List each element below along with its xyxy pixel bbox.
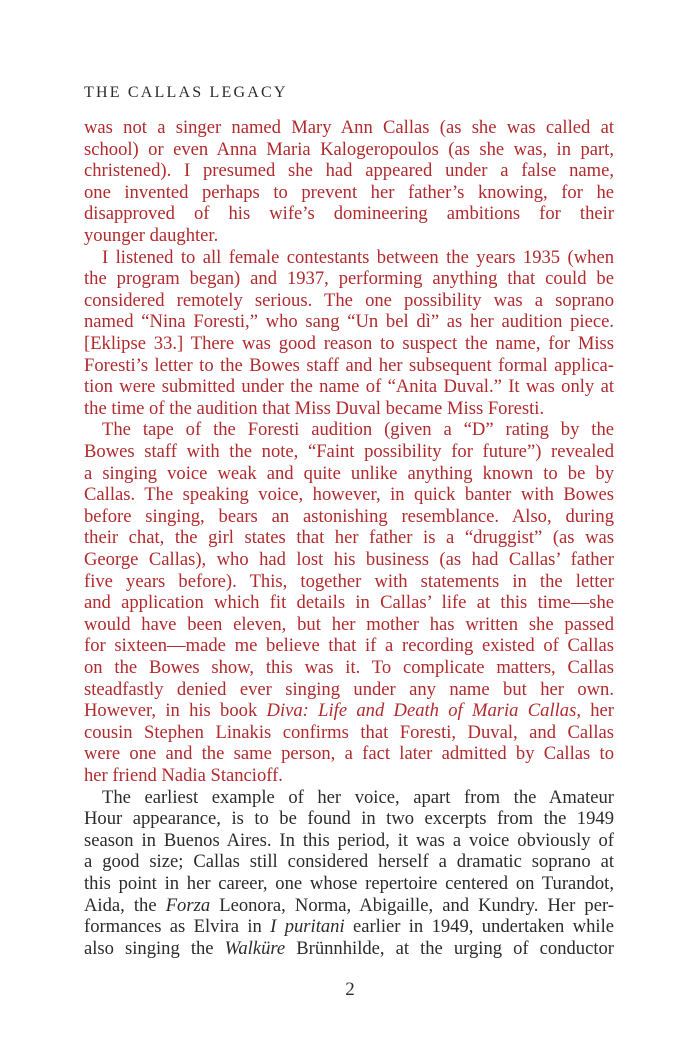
text-run: However, in his book	[84, 700, 267, 722]
text-line: christened). I presumed she had appeared under a false name,	[84, 160, 614, 182]
text-run: Leonora, Norma, Abigaille, and Kundry. Her per-	[210, 894, 614, 916]
text-run: formances as Elvira in	[84, 916, 271, 938]
text-line: for sixteen—made me believe that if a recording existed of Callas	[84, 635, 614, 657]
text-line: on the Bowes show, this was it. To complicate matters, Callas	[84, 657, 614, 678]
text-line: a singing voice weak and quite unlike anything known to be by	[84, 462, 614, 484]
text-line	[84, 916, 614, 938]
text-line: I listened to all female contestants between the years 1935 (when	[102, 246, 614, 268]
text-line: tion were submitted under the name of “Anita Duval.” It was only at	[84, 376, 614, 398]
text-line: the time of the audition that Miss Duval became Miss Foresti.	[84, 397, 545, 419]
opera-title: Walküre	[224, 937, 286, 959]
text-line: George Callas), who had lost his business (as had Callas’ father	[84, 549, 614, 570]
opera-title: I puritani	[270, 916, 345, 938]
text-line	[84, 938, 614, 960]
text-line: five years before). This, together with statements in the letter	[84, 570, 614, 592]
text-run: earlier in 1949, undertaken while	[344, 916, 614, 938]
text-line: her friend Nadia Stancioff.	[84, 765, 283, 786]
text-line: and application which fit details in Callas’ life at this time—she	[84, 592, 614, 614]
text-line	[84, 700, 614, 722]
text-line: disapproved of his wife’s domineering ambitions for their	[84, 203, 614, 225]
text-line: named “Nina Foresti,” who sang “Un bel dì” as her audition piece.	[84, 311, 614, 333]
text-line: school) or even Anna Maria Kalogeropoulos (as she was, in part,	[84, 138, 614, 160]
text-line: Bowes staff with the note, “Faint possibility for future”) revealed	[84, 441, 614, 462]
text-line	[84, 895, 614, 917]
text-line: Hour appearance, is to be found in two excerpts from the 1949	[84, 808, 614, 830]
text-line: cousin Stephen Linakis confirms that Foresti, Duval, and Callas	[84, 721, 614, 743]
running-head: THE CALLAS LEGACY	[84, 84, 288, 101]
text-line: considered remotely serious. The one possibility was a soprano	[84, 289, 614, 311]
text-line: steadfastly denied ever singing under any name but her own.	[84, 678, 614, 700]
text-line: [Eklipse 33.] There was good reason to suspect the name, for Miss	[84, 333, 614, 354]
text-line: this point in her career, one whose repertoire centered on Turandot,	[84, 873, 614, 894]
text-run: also singing the	[84, 937, 225, 959]
text-line: The earliest example of her voice, apart from the Amateur	[102, 786, 614, 808]
text-line: season in Buenos Aires. In this period, it was a voice obviously of	[84, 829, 614, 851]
opera-title: Forza	[165, 894, 211, 916]
text-line: younger daughter.	[84, 225, 219, 246]
text-run: Aida, the	[84, 894, 166, 916]
text-line: Callas. The speaking voice, however, in quick banter with Bowes	[84, 484, 614, 506]
text-run: her	[580, 700, 614, 722]
text-line: the program began) and 1937, performing anything that could be	[84, 268, 614, 290]
text-line: Foresti’s letter to the Bowes staff and her subsequent formal applica-	[84, 354, 614, 376]
text-line: a good size; Callas still considered herself a dramatic soprano at	[84, 851, 614, 873]
text-line: The tape of the Foresti audition (given a “D” rating by the	[102, 419, 614, 441]
text-line: one invented perhaps to prevent her father’s knowing, for he	[84, 181, 614, 203]
text-line: before singing, bears an astonishing resemblance. Also, during	[84, 505, 614, 527]
page-number: 2	[345, 979, 355, 1001]
text-line: their chat, the girl states that her father is a “druggist” (as was	[84, 527, 614, 549]
text-line: would have been eleven, but her mother has written she passed	[84, 613, 614, 635]
text-line: were one and the same person, a fact later admitted by Callas to	[84, 743, 614, 765]
book-title: Diva: Life and Death of Maria Callas,	[266, 700, 581, 722]
text-line: was not a singer named Mary Ann Callas (as she was called at	[84, 117, 614, 138]
text-run: Brünnhilde, at the urging of conductor	[285, 937, 614, 959]
